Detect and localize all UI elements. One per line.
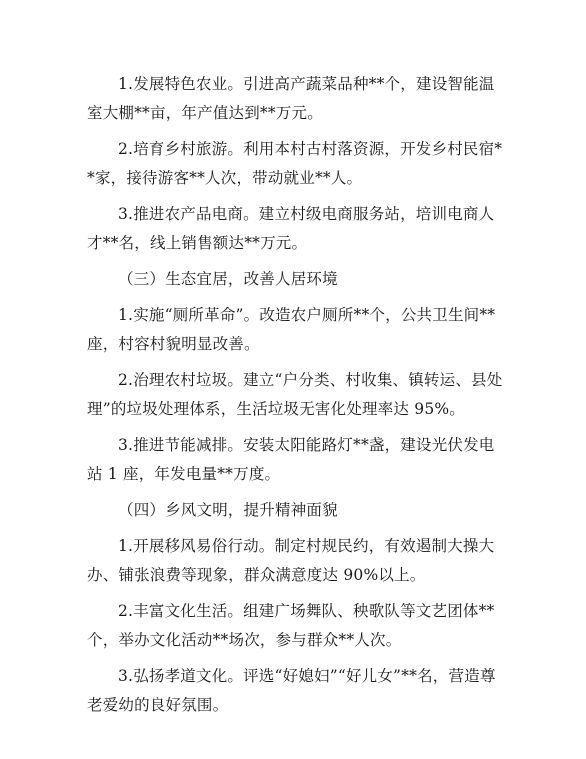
paragraph-energy-saving: 3.推进节能减排。安装太阳能路灯**盏，建设光伏发电站 1 座，年发电量**万度。 — [87, 436, 495, 483]
document-page — [87, 70, 505, 727]
paragraph-rural-tourism: 2.培育乡村旅游。利用本村古村落资源，开发乡村民宿**家，接待游客**人次，带动就业**人。 — [87, 140, 503, 187]
paragraph-cultural-life: 2.丰富文化生活。组建广场舞队、秧歌队等文艺团体**个，举办文化活动**场次，参与群众**人次。 — [87, 602, 495, 649]
paragraph-garbage-treatment: 2.治理农村垃圾。建立“户分类、村收集、镇转运、县处理”的垃圾处理体系，生活垃圾无害化处理率达 95%。 — [87, 371, 503, 418]
paragraph-develop-agriculture: 1.发展特色农业。引进高产蔬菜品种**个，建设智能温室大棚**亩，年产值达到**万元。 — [87, 75, 495, 122]
paragraph-toilet-revolution: 1.实施“厕所革命”。改造农户厕所**个，公共卫生间**座，村容村貌明显改善。 — [87, 306, 496, 353]
section-heading-ecology: （三）生态宜居，改善人居环境 — [118, 270, 338, 288]
section-heading-civilization: （四）乡风文明，提升精神面貌 — [118, 501, 338, 519]
paragraph-filial-piety: 3.弘扬孝道文化。评选“好媳妇”“好儿女”**名，营造尊老爱幼的良好氛围。 — [87, 667, 496, 714]
paragraph-custom-reform: 1.开展移风易俗行动。制定村规民约，有效遏制大操大办、铺张浪费等现象，群众满意度达 90%以上。 — [87, 537, 495, 584]
paragraph-ecommerce: 3.推进农产品电商。建立村级电商服务站，培训电商人才**名，线上销售额达**万元。 — [87, 205, 495, 252]
